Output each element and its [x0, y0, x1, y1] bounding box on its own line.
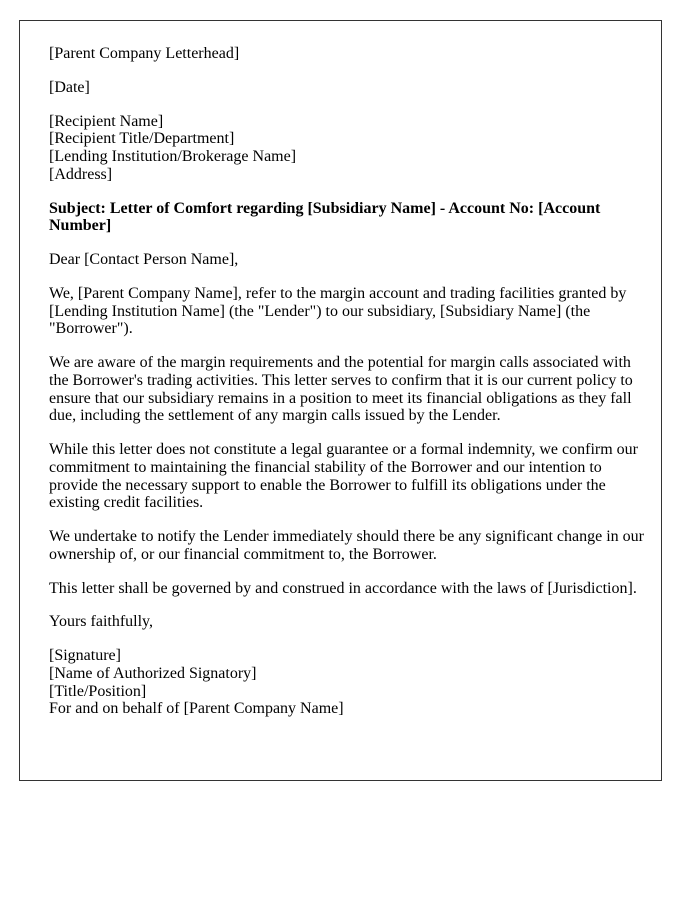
address-line: [Address] — [49, 165, 113, 183]
signature-placeholder: [Signature] — [49, 647, 121, 664]
signatory-name-line: [Name of Authorized Signatory] — [49, 664, 257, 682]
lending-institution-line: [Lending Institution/Brokerage Name] — [49, 148, 297, 165]
letter-document — [19, 20, 662, 781]
body-paragraph-commitment: While this letter does not constitute a legal guarantee or a formal indemnity, we confirm our commitment to maintaining the financial stability of the Borrower and our intention to provide the necessary support to enable the Borrower to fulfill its obligations under the existing credit facilities. — [49, 441, 638, 512]
body-paragraph-margin-awareness: We are aware of the margin requirements and the potential for margin calls associated with the Borrower's trading activities. This letter serves to confirm that it is our current policy to ensure that our subsidiary remains in a position to meet its financial obligations as they fall due, including the settlement of any margin calls issued by the Lender. — [49, 354, 633, 425]
date-placeholder: [Date] — [49, 78, 90, 96]
signature-block — [49, 647, 649, 718]
signatory-title-line: [Title/Position] — [49, 682, 147, 700]
body-paragraph-notification: We undertake to notify the Lender immediately should there be any significant change in our ownership of, or our financial commitment to, the Borrower. — [49, 528, 644, 563]
body-paragraph-governing-law: This letter shall be governed by and construed in accordance with the laws of [Jurisdiction]. — [49, 579, 637, 597]
recipient-name-line: [Recipient Name] — [49, 112, 164, 130]
salutation: Dear [Contact Person Name], — [49, 251, 239, 268]
recipient-title-line: [Recipient Title/Department] — [49, 130, 235, 148]
body-paragraph-reference: We, [Parent Company Name], refer to the margin account and trading facilities granted by [Lending Institution Name] (the "Lender") to our subsidiary, [Subsidiary Name] (the "Borrower"). — [49, 284, 627, 338]
on-behalf-of-line: For and on behalf of [Parent Company Name] — [49, 700, 344, 718]
subject-line: Subject: Letter of Comfort regarding [Subsidiary Name] - Account No: [Account Number] — [49, 199, 601, 235]
closing-line: Yours faithfully, — [49, 613, 154, 631]
letterhead-placeholder: [Parent Company Letterhead] — [49, 45, 240, 62]
recipient-block — [49, 113, 649, 184]
